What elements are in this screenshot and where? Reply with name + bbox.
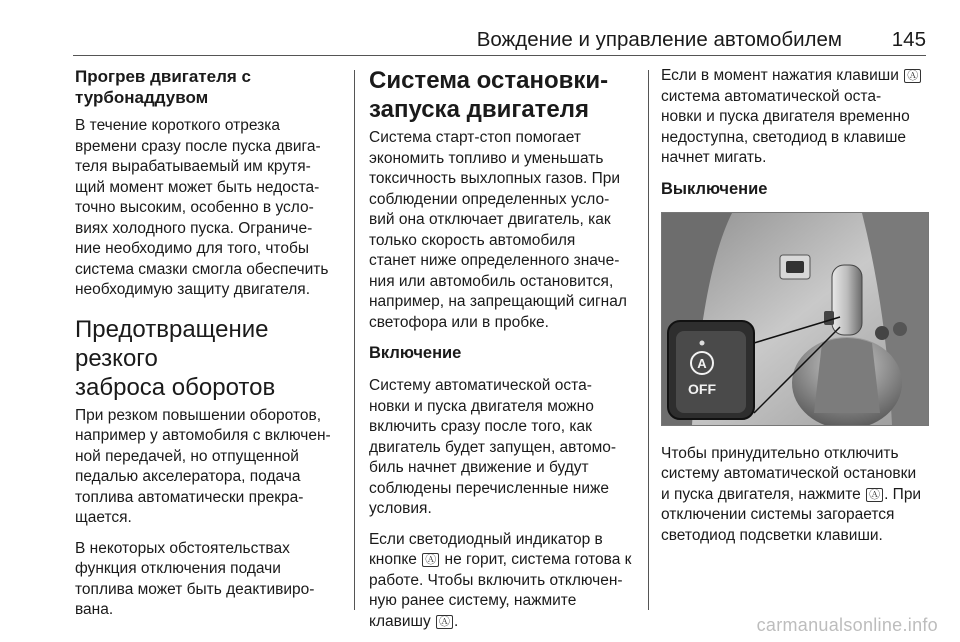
subheading-deactivation: Выключение — [661, 179, 768, 198]
off-button-label: OFF — [688, 380, 716, 397]
paragraph — [369, 530, 636, 633]
paragraph: В некоторых обстоятельствах функция отключения подачи топлива может быть деактивиро- вана. — [75, 539, 315, 618]
auto-stop-key-icon: Ⓐ — [866, 488, 883, 502]
subheading-activation: Включение — [369, 344, 462, 362]
paragraph: Систему автоматической оста- новки и пуска двигателя можно включить сразу после того, как двигатель будет запущен, автомо- биль начнет движение и будут соблюдены перечисленные ниже условия. — [369, 377, 617, 517]
column-divider-2 — [648, 70, 649, 610]
text-run: система автоматической оста- новки и пуска двигателя временно недоступна, светодиод в клавише начнет мигать. — [661, 87, 910, 166]
header-divider — [73, 55, 926, 56]
section-heading-stop-start: Система остановки- запуска двигателя — [369, 67, 609, 123]
center-console-illustration — [661, 212, 929, 426]
paragraph — [661, 444, 928, 547]
column-2 — [369, 66, 636, 642]
column-1 — [75, 66, 350, 631]
paragraph: При резком повышении оборотов, например у автомобиля с включен- ной передачей, но отпущенной педалью акселератора, подача топлива автоматически прекра- щается. — [75, 406, 331, 526]
text-run: Чтобы принудительно отключить систему автоматической остановки и пуска двигателя, нажмите — [661, 444, 917, 503]
section-heading-overrun-cutoff: Предотвращение резкого заброса оборотов — [75, 315, 276, 401]
column-3 — [661, 66, 928, 556]
svg-text:A: A — [697, 355, 707, 371]
page-number: 145 — [891, 28, 926, 51]
column-divider-1 — [354, 70, 355, 610]
header-title: Вождение и управление автомобилем — [476, 28, 842, 51]
section-heading-turbo-warmup: Прогрев двигателя с турбонаддувом — [75, 67, 251, 107]
text-run: Если в момент нажатия клавиши — [661, 67, 904, 84]
console-drawing — [662, 213, 928, 425]
auto-stop-key-icon: Ⓐ — [904, 69, 921, 83]
text-run: . — [454, 612, 459, 630]
watermark: carmanualsonline.info — [756, 615, 938, 635]
auto-stop-key-icon: Ⓐ — [422, 553, 439, 567]
text-run: . При отключении системы загорается светодиод подсветки клавиши. — [661, 485, 922, 544]
text-run: Если светодиодный индикатор в кнопке — [369, 530, 603, 568]
page-header — [0, 0, 960, 56]
auto-stop-key-icon: Ⓐ — [436, 615, 453, 629]
text-run: не горит, система готова к работе. Чтобы включить отключен- ную ранее систему, нажмите клавишу — [369, 551, 632, 630]
paragraph — [661, 66, 928, 169]
paragraph: Система старт-стоп помогает экономить топливо и уменьшать токсичность выхлопных газов. При соблюдении определенных усло- вий она отключает двигатель, как только скорость автомобиля станет ниже определенного значе- ния или автомобиль остановится, например, на запрещающий сигнал светофора или в пробке. — [369, 129, 627, 331]
paragraph: В течение короткого отрезка времени сразу после пуска двига- теля вырабатываемый им крутя- щий момент может быть недоста- точно высоким, особенно в усло- виях холодного пуска. Ограниче- ние необходимо для того, чтобы система смазки смогла обеспечить необходимую защиту двигателя. — [75, 117, 329, 298]
